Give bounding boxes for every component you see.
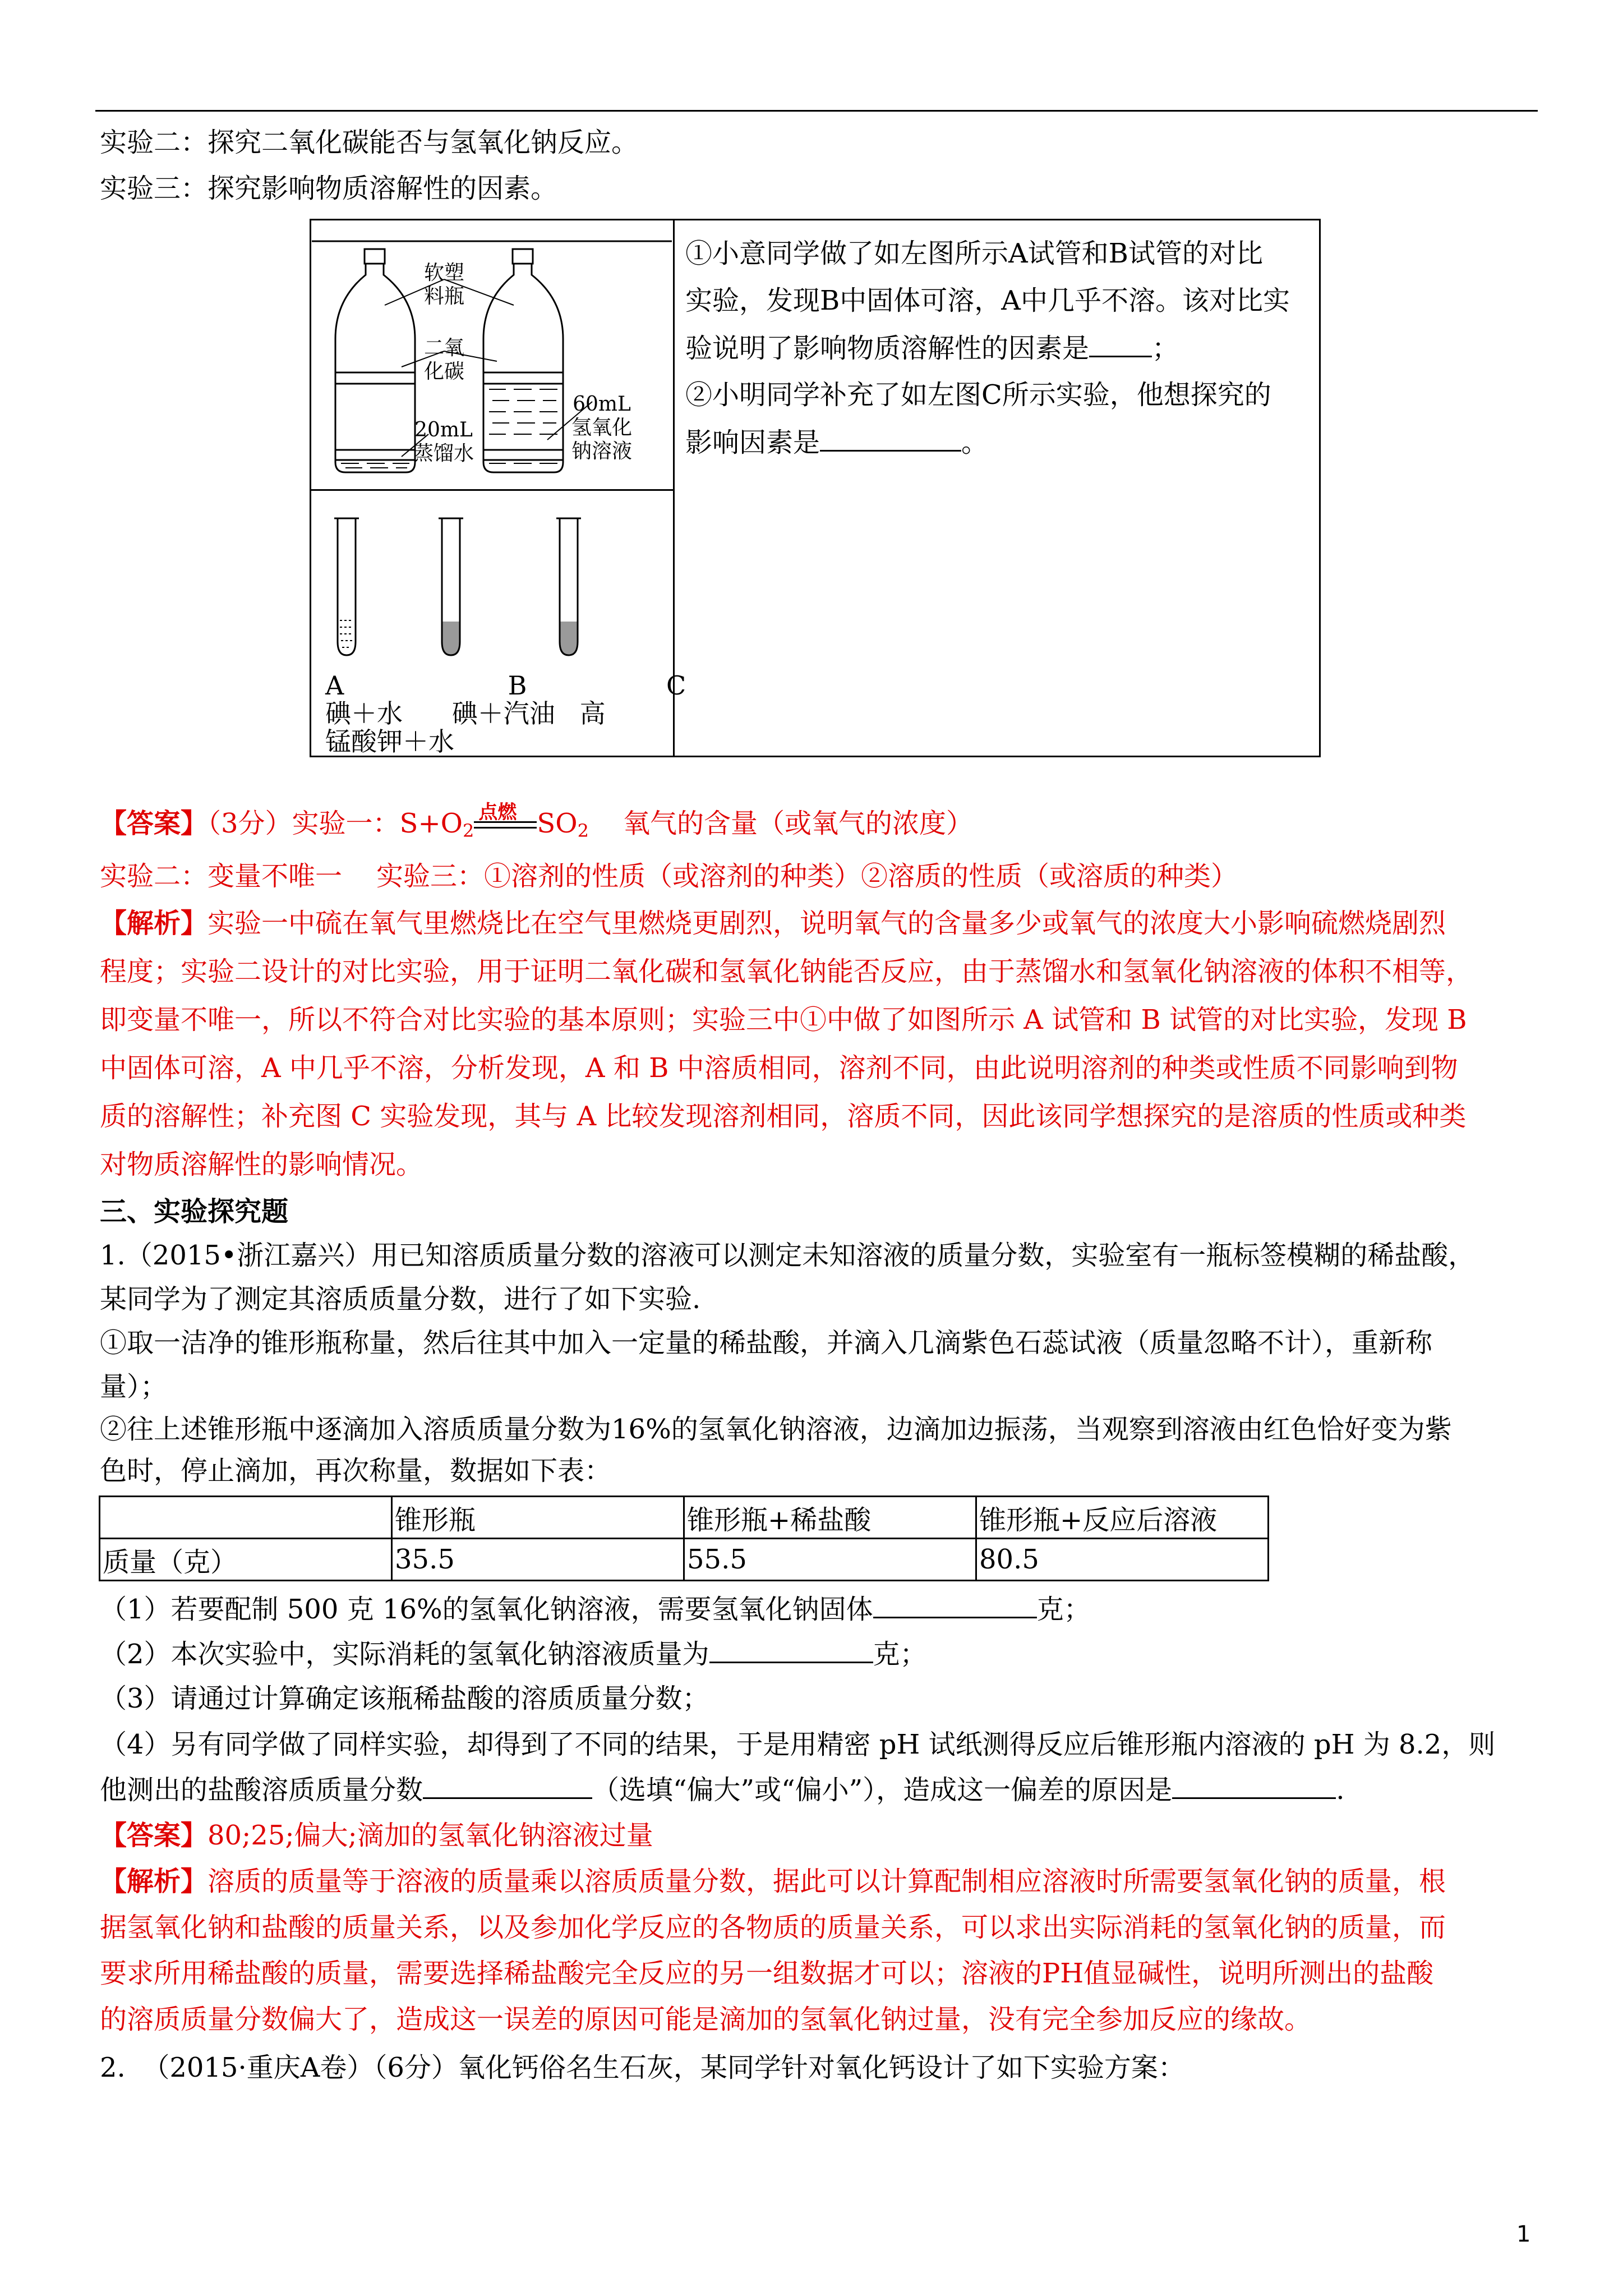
tube-c <box>556 518 581 655</box>
sub-question-3: （3）请通过计算确定该瓶稀盐酸的溶质质量分数； <box>100 1683 709 1714</box>
table-row <box>100 1497 1269 1539</box>
q1-line-1: 1.（2015•浙江嘉兴）用已知溶质质量分数的溶液可以测定未知溶液的质量分数，实验室有一瓶标签模糊的稀盐酸， <box>100 1240 1476 1271</box>
question-line-5: 影响因素是 。 <box>685 424 988 461</box>
question-line-3: 验说明了影响物质溶解性的因素是 ； <box>685 330 1179 366</box>
q1-line-6: 色时，停止滴加，再次称量，数据如下表： <box>100 1455 612 1487</box>
table-row-label: 质量（克） <box>100 1539 392 1581</box>
test-tubes-figure <box>312 493 672 672</box>
answer-blank-1[interactable] <box>1089 330 1152 357</box>
table-cell: 80.5 <box>976 1539 1269 1581</box>
answer-blank-6[interactable] <box>1172 1772 1336 1799</box>
tube-a <box>334 518 359 655</box>
water-level-left <box>341 463 409 468</box>
answer-blank-4[interactable] <box>709 1636 873 1663</box>
analysis-2-line-3: 要求所用稀盐酸的质量，需要选择稀盐酸完全反应的另一组数据才可以；溶液的PH值显碱性，说明所测出的盐酸 <box>100 1958 1434 1989</box>
bottle-left <box>335 249 415 472</box>
table-header-cell: 锥形瓶+稀盐酸 <box>684 1497 976 1539</box>
answer-blank-3[interactable] <box>873 1591 1037 1618</box>
question-line-4: ②小明同学补充了如左图C所示实验，他想探究的 <box>685 379 1271 411</box>
analysis-1-line-1: 【解析】实验一中硫在氧气里燃烧比在空气里燃烧更剧烈，说明氧气的含量多少或氧气的浓度大小影响硫燃烧剧烈 <box>100 908 1446 939</box>
label-plastic-bottle: 软塑 料瓶 <box>423 261 464 308</box>
exp2-heading: 实验二：探究二氧化碳能否与氢氧化钠反应。 <box>100 127 639 158</box>
naoh-level-right <box>489 389 557 463</box>
q1-line-5: ②往上述锥形瓶中逐滴加入溶质质量分数为16%的氢氧化钠溶液，边滴加边振荡，当观察到溶液由红色恰好变为紫 <box>100 1414 1452 1445</box>
header-rule <box>95 110 1538 112</box>
tube-caption-2: 锰酸钾＋水 <box>325 726 454 757</box>
label-co2: 二氧 化碳 <box>423 337 464 383</box>
analysis-2-line-1: 【解析】溶质的质量等于溶液的质量乘以溶质质量分数，据此可以计算配制相应溶液时所需要氢氧化钠的质量，根 <box>100 1866 1446 1897</box>
reaction-condition: 点燃 <box>474 802 537 836</box>
answer-1-line-2: 实验二：变量不唯一 实验三：①溶剂的性质（或溶剂的种类）②溶质的性质（或溶质的种类） <box>100 861 1238 892</box>
mass-data-table <box>99 1496 1269 1581</box>
q2-line: 2. （2015·重庆A卷）（6分）氧化钙俗名生石灰，某同学针对氧化钙设计了如下实验方案： <box>100 2052 1185 2083</box>
table-header-cell <box>100 1497 392 1539</box>
sub-question-4-b: 他测出的盐酸溶质质量分数 （选填“偏大”或“偏小”），造成这一偏差的原因是 . <box>100 1772 1344 1808</box>
q1-line-3: ①取一洁净的锥形瓶称量，然后往其中加入一定量的稀盐酸，并滴入几滴紫色石蕊试液（质量忽略不计），重新称 <box>100 1327 1433 1359</box>
question-line-1: ①小意同学做了如左图所示A试管和B试管的对比 <box>685 238 1263 269</box>
exp3-heading: 实验三：探究影响物质溶解性的因素。 <box>100 173 558 204</box>
sub-question-4-a: （4）另有同学做了同样实验，却得到了不同的结果，于是用精密 pH 试纸测得反应后锥形瓶内溶液的 pH 为 8.2，则 <box>100 1729 1496 1760</box>
q1-line-4: 量）； <box>100 1371 168 1402</box>
page-number: 1 <box>1516 2221 1531 2247</box>
tube-caption-1: 碘＋水 碘＋汽油 高 <box>325 698 606 729</box>
analysis-1-line-3: 即变量不唯一，所以不符合对比实验的基本原则；实验三中①中做了如图所示 A 试管和 B 试管的对比实验，发现 B <box>100 1004 1467 1036</box>
analysis-1-line-5: 质的溶解性；补充图 C 实验发现，其与 A 比较发现溶剂相同，溶质不同，因此该同学想探究的是溶质的性质或种类 <box>100 1101 1467 1132</box>
sub-question-2: （2）本次实验中，实际消耗的氢氧化钠溶液质量为 克； <box>100 1636 927 1672</box>
label-naoh-solution: 60mL 氢氧化 钠溶液 <box>571 393 632 463</box>
answer-blank-2[interactable] <box>820 424 961 452</box>
section-3-title: 三、实验探究题 <box>100 1196 289 1227</box>
answer-2-line: 【答案】80;25;偏大;滴加的氢氧化钠溶液过量 <box>100 1820 653 1851</box>
answer-1-line: 【答案】（3分）实验一：$S+O_2$ 点燃 $SO_2$ 氧气的含量（或氧气的浓度） <box>100 801 974 841</box>
answer-blank-5[interactable] <box>423 1772 592 1799</box>
q1-line-2: 某同学为了测定其溶质质量分数，进行了如下实验. <box>100 1283 701 1315</box>
table-header-cell: 锥形瓶+反应后溶液 <box>976 1497 1269 1539</box>
tube-letters: A B C <box>325 670 686 701</box>
analysis-1-line-4: 中固体可溶，A 中几乎不溶，分析发现，A 和 B 中溶质相同，溶剂不同，由此说明溶剂的种类或性质不同影响到物 <box>100 1052 1458 1084</box>
table-cell: 55.5 <box>684 1539 976 1581</box>
analysis-1-line-6: 对物质溶解性的影响情况。 <box>100 1149 423 1180</box>
analysis-2-line-2: 据氢氧化钠和盐酸的质量关系，以及参加化学反应的各物质的质量关系，可以求出实际消耗的氢氧化钠的质量，而 <box>100 1912 1446 1943</box>
table-cell: 35.5 <box>392 1539 684 1581</box>
question-line-2: 实验，发现B中固体可溶，A中几乎不溶。该对比实 <box>685 285 1290 316</box>
sub-question-1: （1）若要配制 500 克 16%的氢氧化钠溶液，需要氢氧化钠固体 克； <box>100 1591 1091 1627</box>
tube-b <box>439 518 463 655</box>
table-row <box>100 1539 1269 1581</box>
analysis-1-line-2: 程度；实验二设计的对比实验，用于证明二氧化碳和氢氧化钠能否反应，由于蒸馏水和氢氧化钠溶液的体积不相等， <box>100 956 1473 987</box>
table-header-cell: 锥形瓶 <box>392 1497 684 1539</box>
table-horizontal-divider <box>310 489 674 491</box>
label-distilled-water: 20mL 蒸馏水 <box>413 418 474 465</box>
analysis-2-line-4: 的溶质质量分数偏大了，造成这一误差的原因可能是滴加的氢氧化钠过量，没有完全参加反应的缘故。 <box>100 2004 1312 2035</box>
